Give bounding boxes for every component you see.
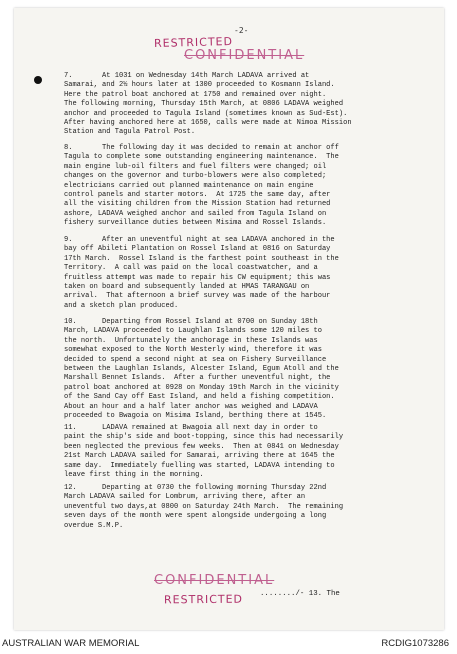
paragraph-11: 11. LADAVA remained at Bwagoia all next day in order to paint the ship's side and boot-topping, since this had necessarily been neglected the previous few weeks. Then at 0841 on Wednesday 21st March LADAVA sailed for Samarai, arriving there at 1645 the same day. Immediately fuelling was started, LADAVA intending to leave first thing in the morning. — [64, 424, 344, 480]
paragraph-8: 8. The following day it was decided to remain at anchor off Tagula to complete some outstanding engineering maintenance. The main engine lub-oil filters and fuel filters were changed; oil changes on the governor and turbo-blowers were also completed; electricians carried out planned maintenance on main engine control panels and starter motors. At 1725 the same day, after all the visiting children from the Mission Station had returned ashore, LADAVA weighed anchor and sailed from Tagula Island on fishery surveillance duties between Misima and Rossel Islands. — [64, 144, 339, 228]
record-id: RCDIG1073286 — [381, 638, 449, 649]
paragraph-12: 12. Departing at 0730 the following morning Thursday 22nd March LADAVA sailed for Lombrum, arriving there, after an uneventful two days,at 0800 on Saturday 24th March. The remaining seven days of the month were spent alongside undergoing a long overdue S.M.P. — [64, 484, 344, 530]
confidential-stamp-top: CONFIDENTIAL — [184, 48, 305, 63]
paragraph-10: 10. Departing from Rossel Island at 0700 on Sunday 18th March, LADAVA proceeded to Laughlan Islands some 120 miles to the north. Unfortunately the anchorage in these Islands was somewhat exposed to the North Westerly wind, therefore it was decided to spend a second night at sea on Fishery Surveillance between the Laughlan Islands, Alcester Island, Egum Atoll and the Marshall Bennet Islands. After a further uneventful night, the patrol boat anchored at 0928 on Monday 19th March in the vicinity of the Sand Cay off East Island, and held a fishing competition. About an hour and a half later anchor was weighed and LADAVA proceeded to Bwagoia on Misima Island, berthing there at 1545. — [64, 318, 339, 421]
document-page — [14, 8, 444, 630]
punch-hole — [34, 76, 42, 84]
archive-caption: AUSTRALIAN WAR MEMORIAL — [2, 638, 140, 649]
confidential-stamp-bottom: CONFIDENTIAL — [154, 573, 275, 588]
restricted-stamp-top: RESTRICTED — [153, 34, 234, 51]
page-number: -2- — [234, 26, 249, 35]
restricted-stamp-bottom: RESTRICTED — [163, 592, 244, 607]
continuation-reference: ......../- 13. The — [260, 590, 340, 598]
paragraph-7: 7. At 1031 on Wednesday 14th March LADAVA arrived at Samarai, and 2½ hours later at 1300 proceeded to Kosmann Island. Here the patrol boat anchored at 1750 and remained over night. The following morning, Thursday 15th March, at 0806 LADAVA weighed anchor and proceeded to Tagula Island (sometimes known as Sud-Est). After having anchored here at 1650, calls were made at Nimoa Mission Station and Tagula Patrol Post. — [64, 72, 352, 137]
paragraph-9: 9. After an uneventful night at sea LADAVA anchored in the bay off Abileti Plantation on Rossel Island at 0816 on Saturday 17th March. Rossel Island is the farthest point southeast in the Territory. A call was paid on the local coastwatcher, and a fruitless attempt was made to repair his CW equipment; this was taken on board and subsequently landed at HMAS TARANGAU on arrival. That afternoon a brief survey was made of the harbour and a sketch plan produced. — [64, 236, 339, 310]
